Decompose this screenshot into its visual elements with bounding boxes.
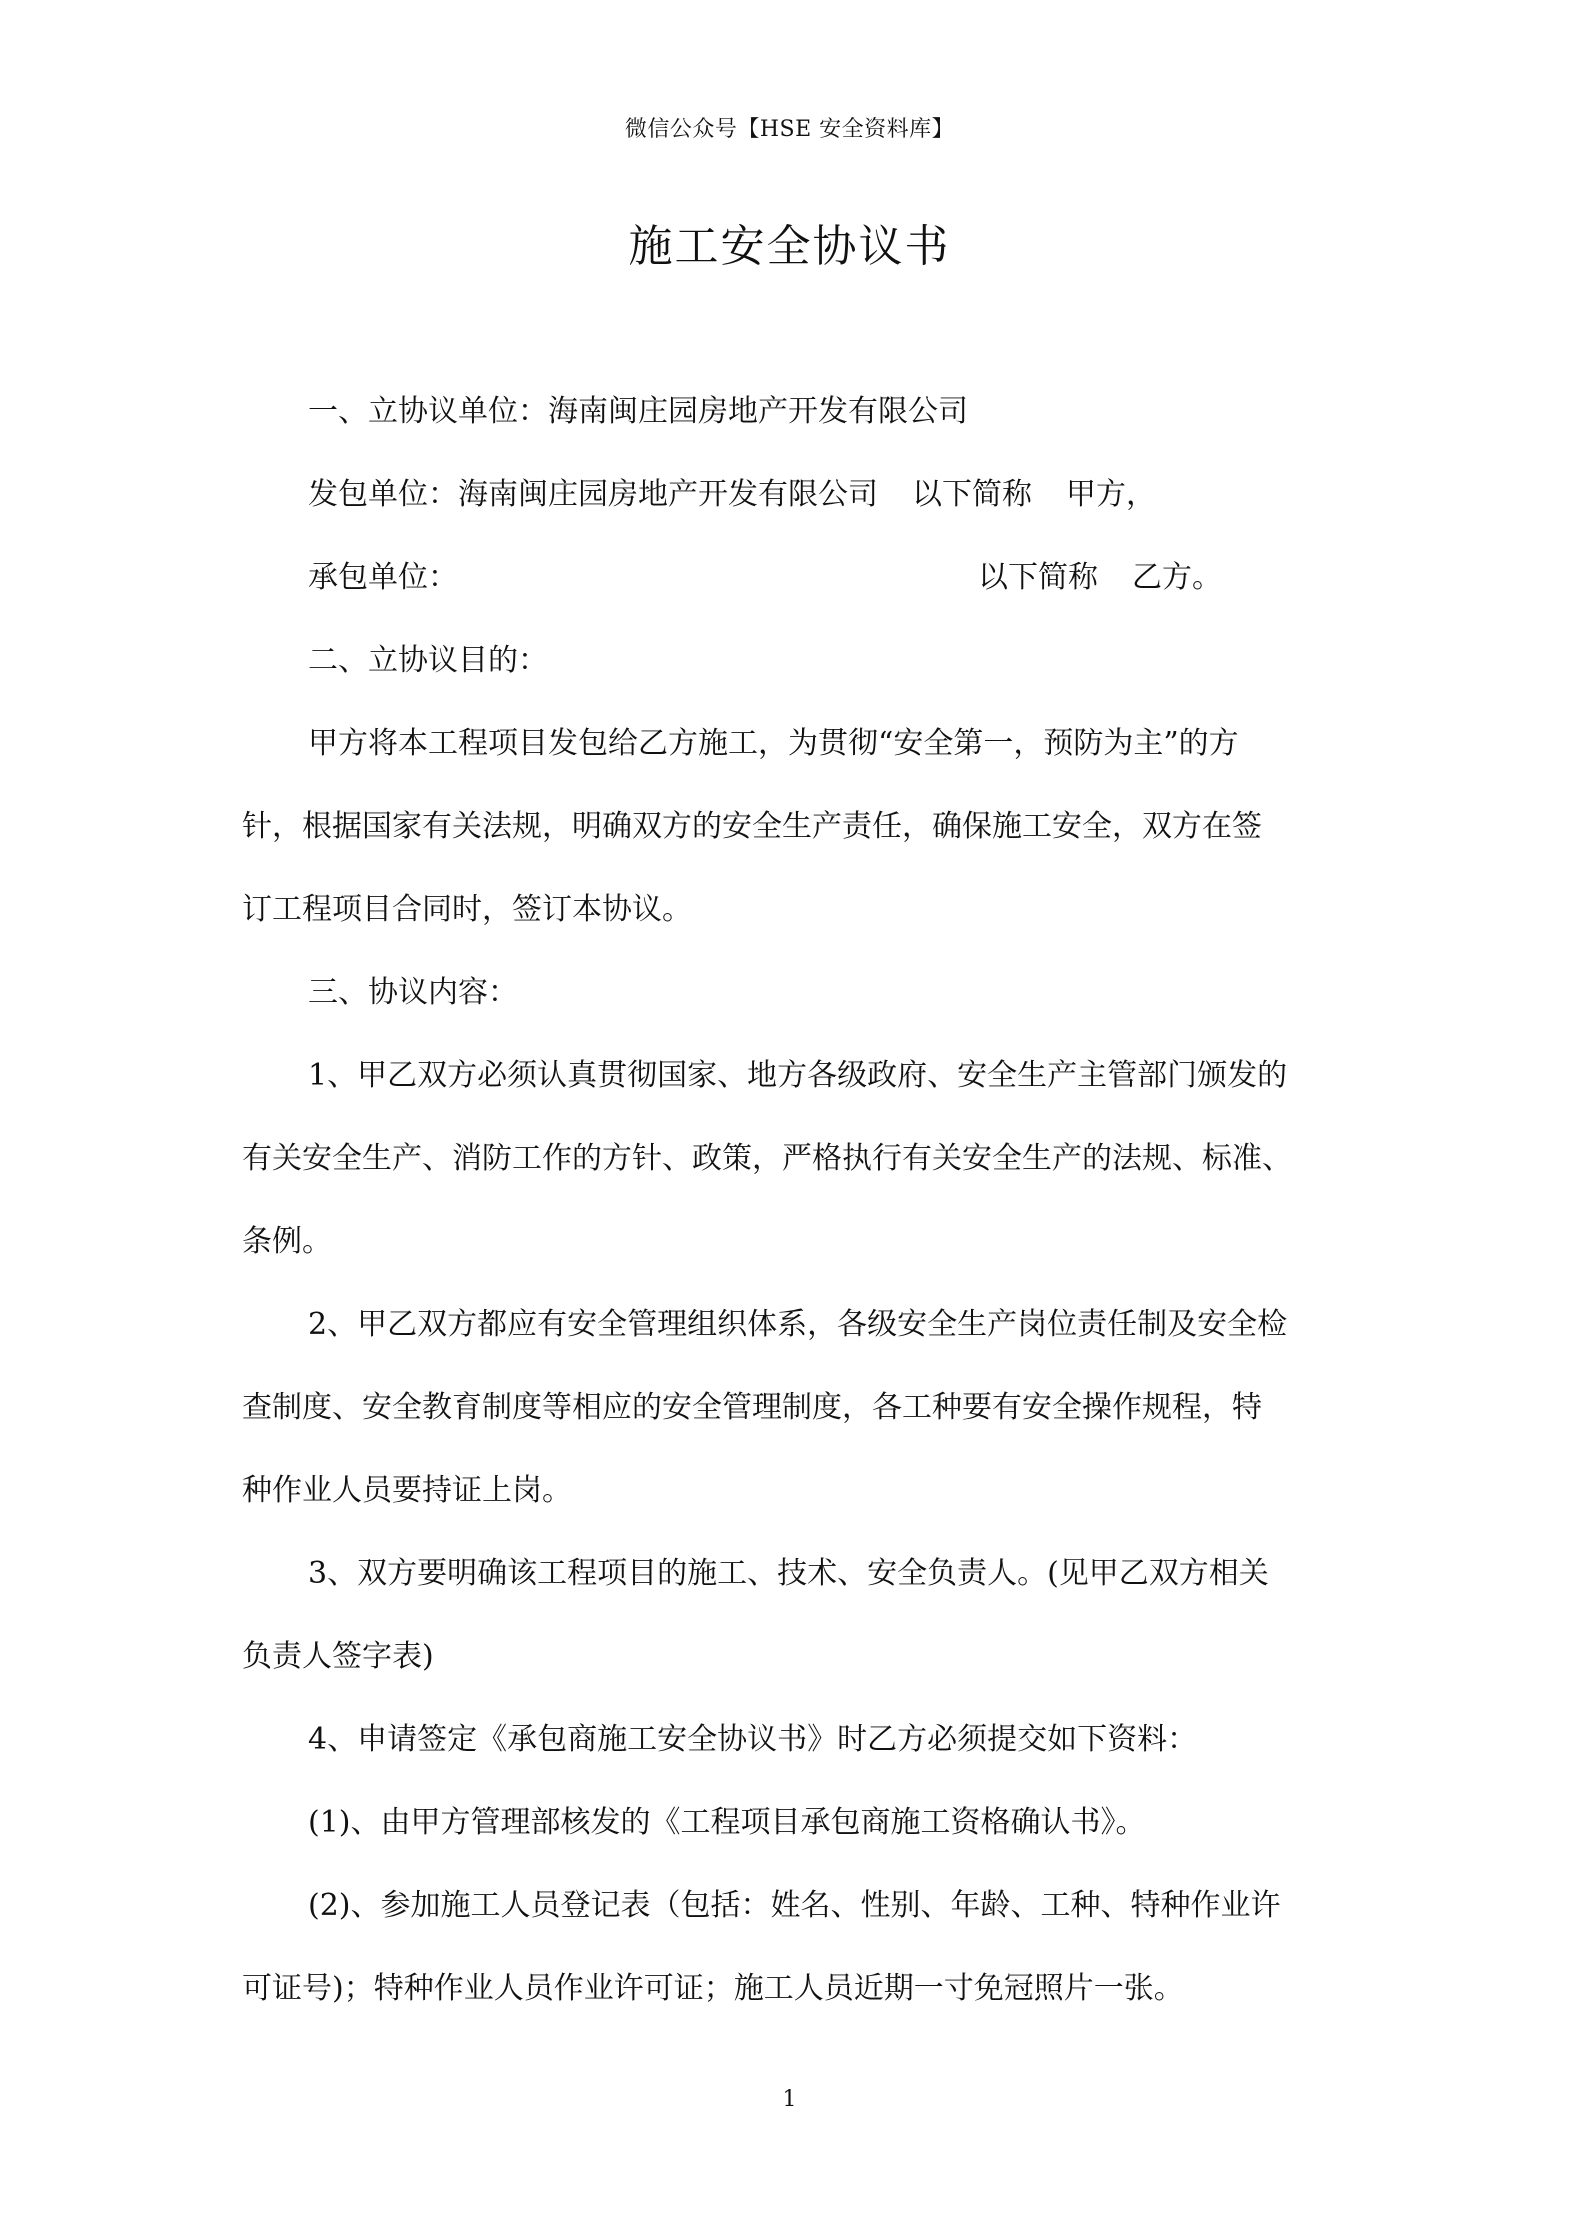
- clause-3-line: 3、双方要明确该工程项目的施工、技术、安全负责人。(见甲乙双方相关: [308, 1556, 1269, 1591]
- clause-2-line: 2、甲乙双方都应有安全管理组织体系，各级安全生产岗位责任制及安全检: [308, 1307, 1288, 1342]
- clause-4-item-2: (2)、参加施工人员登记表（包括：姓名、性别、年龄、工种、特种作业许: [308, 1888, 1281, 1923]
- document-body: [242, 370, 1342, 2030]
- page-header: 微信公众号【HSE 安全资料库】: [624, 117, 955, 142]
- party-a-abbr: 甲方，: [1066, 477, 1156, 512]
- clause-4-line: 4、申请签定《承包商施工安全协议书》时乙方必须提交如下资料：: [308, 1722, 1198, 1757]
- clause-4-item-2: 可证号)；特种作业人员作业许可证；施工人员近期一寸免冠照片一张。: [242, 1971, 1184, 2006]
- party-a-line: [242, 453, 1342, 536]
- section-3-heading: 三、协议内容：: [308, 975, 518, 1010]
- section-2-heading: 二、立协议目的：: [308, 643, 548, 678]
- party-b-line: [242, 536, 1342, 619]
- paragraph-line: 甲方将本工程项目发包给乙方施工，为贯彻“安全第一，预防为主”的方: [308, 726, 1239, 761]
- party-b-abbr-label: 以下简称: [978, 560, 1098, 595]
- clause-4-item-1: (1)、由甲方管理部核发的《工程项目承包商施工资格确认书》。: [308, 1805, 1146, 1840]
- party-b-abbr: 乙方。: [1132, 560, 1222, 595]
- clause-1-line: 条例。: [242, 1224, 332, 1259]
- clause-2-line: 种作业人员要持证上岗。: [242, 1473, 572, 1508]
- clause-1-line: 1、甲乙双方必须认真贯彻国家、地方各级政府、安全生产主管部门颁发的: [308, 1058, 1288, 1093]
- paragraph-line: 订工程项目合同时，签订本协议。: [242, 892, 692, 927]
- party-a-name: 发包单位：海南闽庄园房地产开发有限公司: [308, 477, 878, 512]
- page-number: 1: [782, 2087, 797, 2112]
- clause-2-line: 查制度、安全教育制度等相应的安全管理制度，各工种要有安全操作规程，特: [242, 1390, 1262, 1425]
- section-1-heading: 一、立协议单位：海南闽庄园房地产开发有限公司: [308, 394, 968, 429]
- party-a-abbr-label: 以下简称: [912, 477, 1032, 512]
- clause-3-line: 负责人签字表): [242, 1639, 434, 1674]
- document-title: 施工安全协议书: [628, 221, 951, 272]
- party-b-label: 承包单位：: [308, 560, 458, 595]
- paragraph-line: 针，根据国家有关法规，明确双方的安全生产责任，确保施工安全，双方在签: [242, 809, 1262, 844]
- clause-1-line: 有关安全生产、消防工作的方针、政策，严格执行有关安全生产的法规、标准、: [242, 1141, 1292, 1176]
